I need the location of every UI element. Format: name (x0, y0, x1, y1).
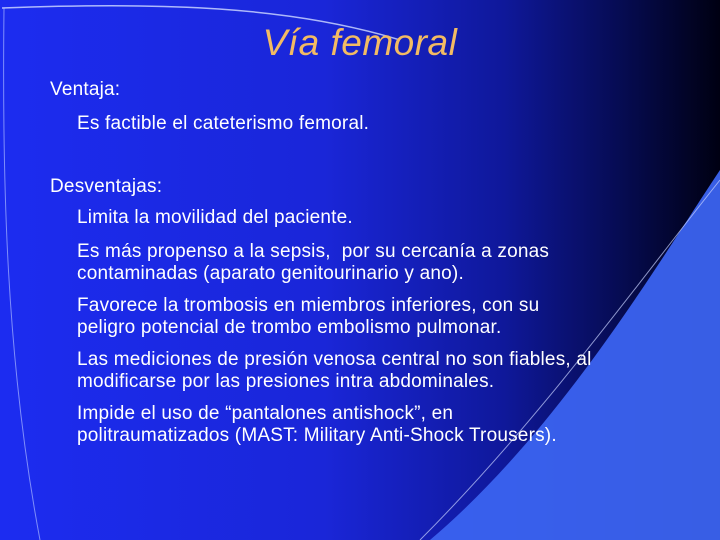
slide-title: Vía femoral (262, 22, 458, 63)
disadvantage-item-5-line-1: Impide el uso de “pantalones antishock”, en (77, 403, 454, 424)
accent-curve-left (4, 8, 40, 540)
disadvantage-item-1: Limita la movilidad del paciente. (77, 207, 353, 228)
disadvantage-item-2-line-1: Es más propenso a la sepsis, por su cercanía a zonas (77, 241, 550, 262)
advantage-item: Es factible el cateterismo femoral. (77, 113, 370, 134)
disadvantage-item-3-line-1: Favorece la trombosis en miembros inferiores, con su (77, 295, 540, 316)
disadvantage-item-2-line-2: contaminadas (aparato genitourinario y ano). (77, 263, 464, 284)
disadvantage-item-4-line-2: modificarse por las presiones intra abdominales. (77, 371, 495, 392)
disadvantage-item-3-line-2: peligro potencial de trombo embolismo pulmonar. (77, 317, 502, 338)
disadvantages-heading: Desventajas: (50, 176, 163, 197)
disadvantage-item-4-line-1: Las mediciones de presión venosa central no son fiables, al (77, 349, 592, 370)
disadvantage-item-5-line-2: politraumatizados (MAST: Military Anti-Shock Trousers). (77, 425, 557, 446)
advantage-heading: Ventaja: (50, 79, 121, 100)
